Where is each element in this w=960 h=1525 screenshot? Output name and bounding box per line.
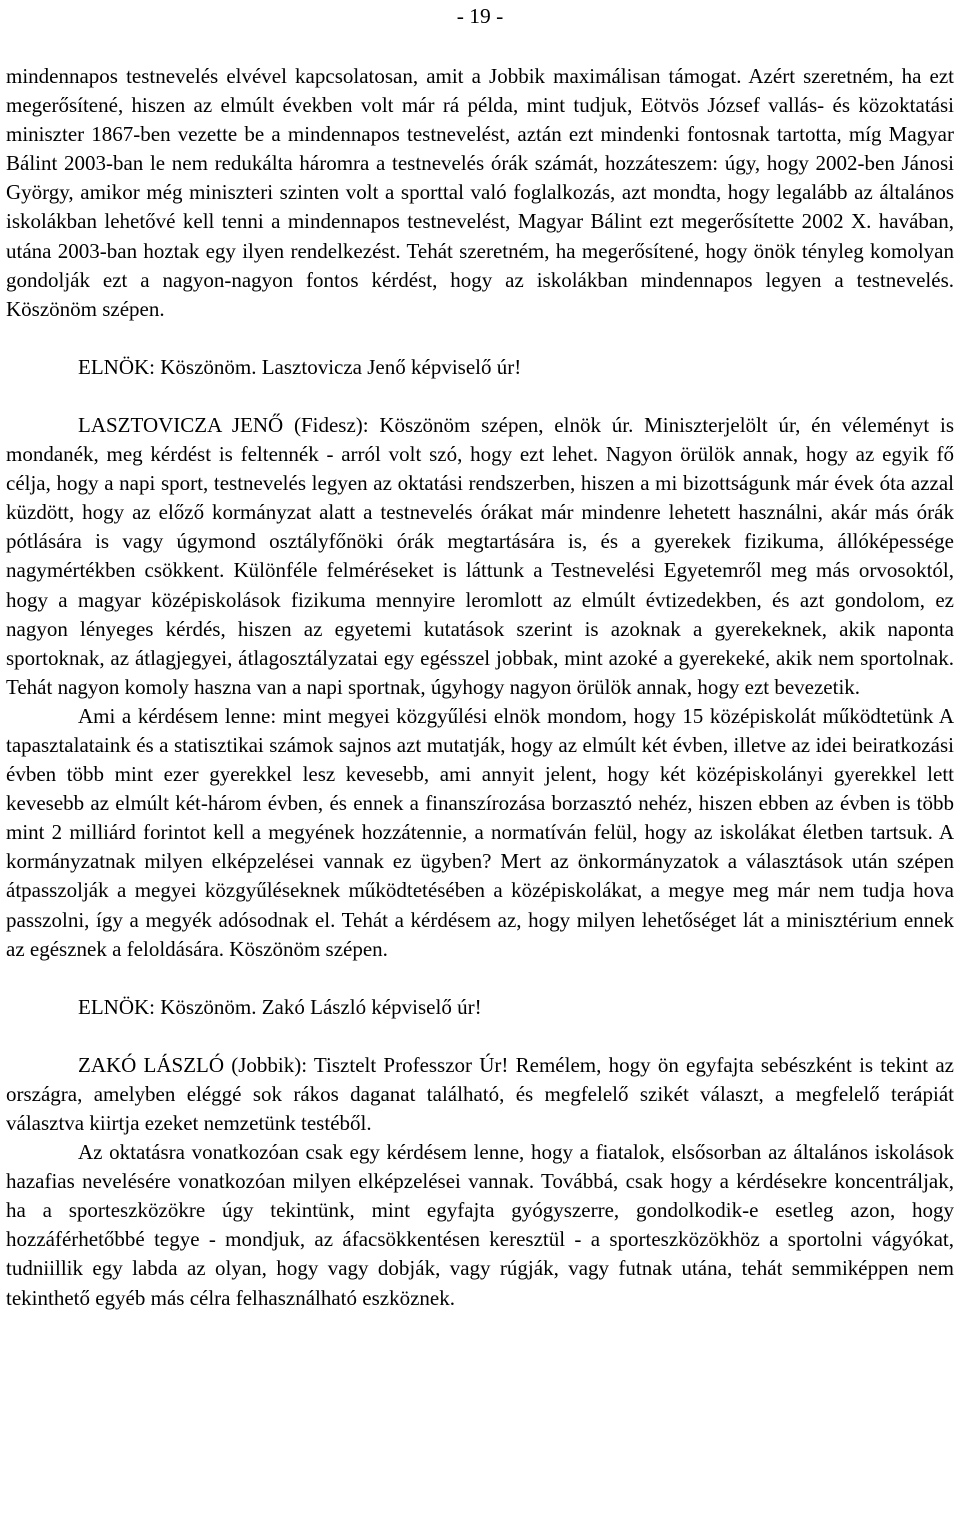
page-number: - 19 - bbox=[456, 4, 504, 28]
paragraph-chair-lasztovicza: ELNÖK: Köszönöm. Lasztovicza Jenő képviselő úr! bbox=[78, 354, 522, 379]
paragraph-chair-zako: ELNÖK: Köszönöm. Zakó László képviselő úr! bbox=[78, 994, 482, 1019]
paragraph-zako-question: Az oktatásra vonatkozóan csak egy kérdésem lenne, hogy a fiatalok, elsősorban az általános iskolások hazafias nevelésére vonatkozóan milyen elképzelései vannak. Továbbá, csak hogy a kérdésekre koncentráljak, ha a sporteszközökre úgy tekintünk, mint egyfajta gyógyszerre, gondolkodik-e esetleg azon, hogy hozzáférhetőbbé tegye - mondjuk, az áfacsökkentésen keresztül - a sporteszközökhöz a sportolni vágyókat, tudniillik egy labda az olyan, hogy vagy dobják, vagy rúgják, vagy futnak utána, tehát semmiképpen nem tekinthető egyéb más célra felhasználható eszköznek. bbox=[6, 1140, 954, 1310]
paragraph-lasztovicza-question: Ami a kérdésem lenne: mint megyei közgyűlési elnök mondom, hogy 15 középiskolát működtetünk A tapasztalataink és a statisztikai számok sajnos azt mutatják, hogy az elmúlt két évben, illetve az idei beiratkozási évben több mint ezer gyerekkel lesz kevesebb, ami annyit jelent, hogy két középiskolányi gyerekkel lett kevesebb az elmúlt két-három évben, és ennek a finanszírozása borzasztó nehéz, hiszen ebben az évben is több mint 2 milliárd forintot kell a megyének hozzátennie, a normatíván felül, hogy az iskolákat életben tartsuk. A kormányzatnak milyen elképzelései vannak ez ügyben? Mert az önkormányzatok a választások után szépen átpasszolják a megyei közgyűléseknek működtetésében a középiskolákat, a megye meg már nem tudja hova passzolni, így a megyék adósodnak el. Tehát a kérdésem az, hogy milyen lehetőséget lát a minisztérium ennek az egésznek a feloldására. Köszönöm szépen. bbox=[6, 703, 954, 961]
paragraph-zako-speech: ZAKÓ LÁSZLÓ (Jobbik): Tisztelt Professzor Úr! Remélem, hogy ön egyfajta sebészként is tekint az országra, amelyben eléggé sok rákos daganat található, és megfelelő szikét választ, a megfelelő terápiát választva kiirtja ezeket nemzetünk testéből. bbox=[6, 1052, 954, 1135]
document-body bbox=[6, 62, 954, 1313]
paragraph-continuation: mindennapos testnevelés elvével kapcsolatosan, amit a Jobbik maximálisan támogat. Azért szeretném, ha ezt megerősítené, hiszen az elmúlt években volt már rá példa, mint tudjuk, Eötvös József vallás- és közoktatási miniszter 1867-ben vezette be a mindennapos testnevelést, aztán ezt mindenki fontosnak tartotta, míg Magyar Bálint 2003-ban le nem redukálta háromra a testnevelés órák számát, hozzáteszem: úgy, hogy 2002-ben Jánosi György, amikor még miniszteri szinten volt a sporttal való foglalkozás, azt mondta, hogy legalább az általános iskolákban lehetővé kell tenni a mindennapos testnevelést, Magyar Bálint ezt megerősítette 2002 X. havában, utána 2003-ban hoztak egy ilyen rendelkezést. Tehát szeretném, ha megerősítené, hogy önök tényleg komolyan gondolják ezt a nagyon-nagyon fontos kérdést, hogy az iskolákban mindennapos legyen a testnevelés. Köszönöm szépen. bbox=[6, 64, 954, 321]
paragraph-lasztovicza-speech: LASZTOVICZA JENŐ (Fidesz): Köszönöm szépen, elnök úr. Miniszterjelölt úr, én véleményt is mondanék, meg kérdést is feltennék - arról volt szó, hogy ezt lehet. Nagyon örülök annak, hogy az egyik fő célja, hogy a napi sport, testnevelés legyen az oktatási rendszerben, hiszen a mi bizottságunk már évek óta azzal küzdött, hogy az előző kormányzat alatt a testnevelés órákat már mindenre lehetett használni, akár más órák pótlására is vagy úgymond osztályfőnöki órák megtartására is, és a gyerekek fizikuma, állóképessége nagymértékben csökkent. Különféle felméréseket is láttunk a Testnevelési Egyetemről meg más orvosoktól, hogy a magyar középiskolások fizikuma mennyire leromlott az elmúlt évtizedekben, és azt gondolom, ez nagyon lényeges kérdés, hiszen az egyetemi kutatások szerint is azoknak a gyerekeknek, akik naponta sportoknak, az átlagjegyei, átlagosztályzatai egy egésszel jobbak, mint azoké a gyerekeké, akik nem sportolnak. Tehát nagyon komoly haszna van a napi sportnak, úgyhogy nagyon örülök annak, hogy ezt bevezetik. bbox=[6, 412, 954, 699]
